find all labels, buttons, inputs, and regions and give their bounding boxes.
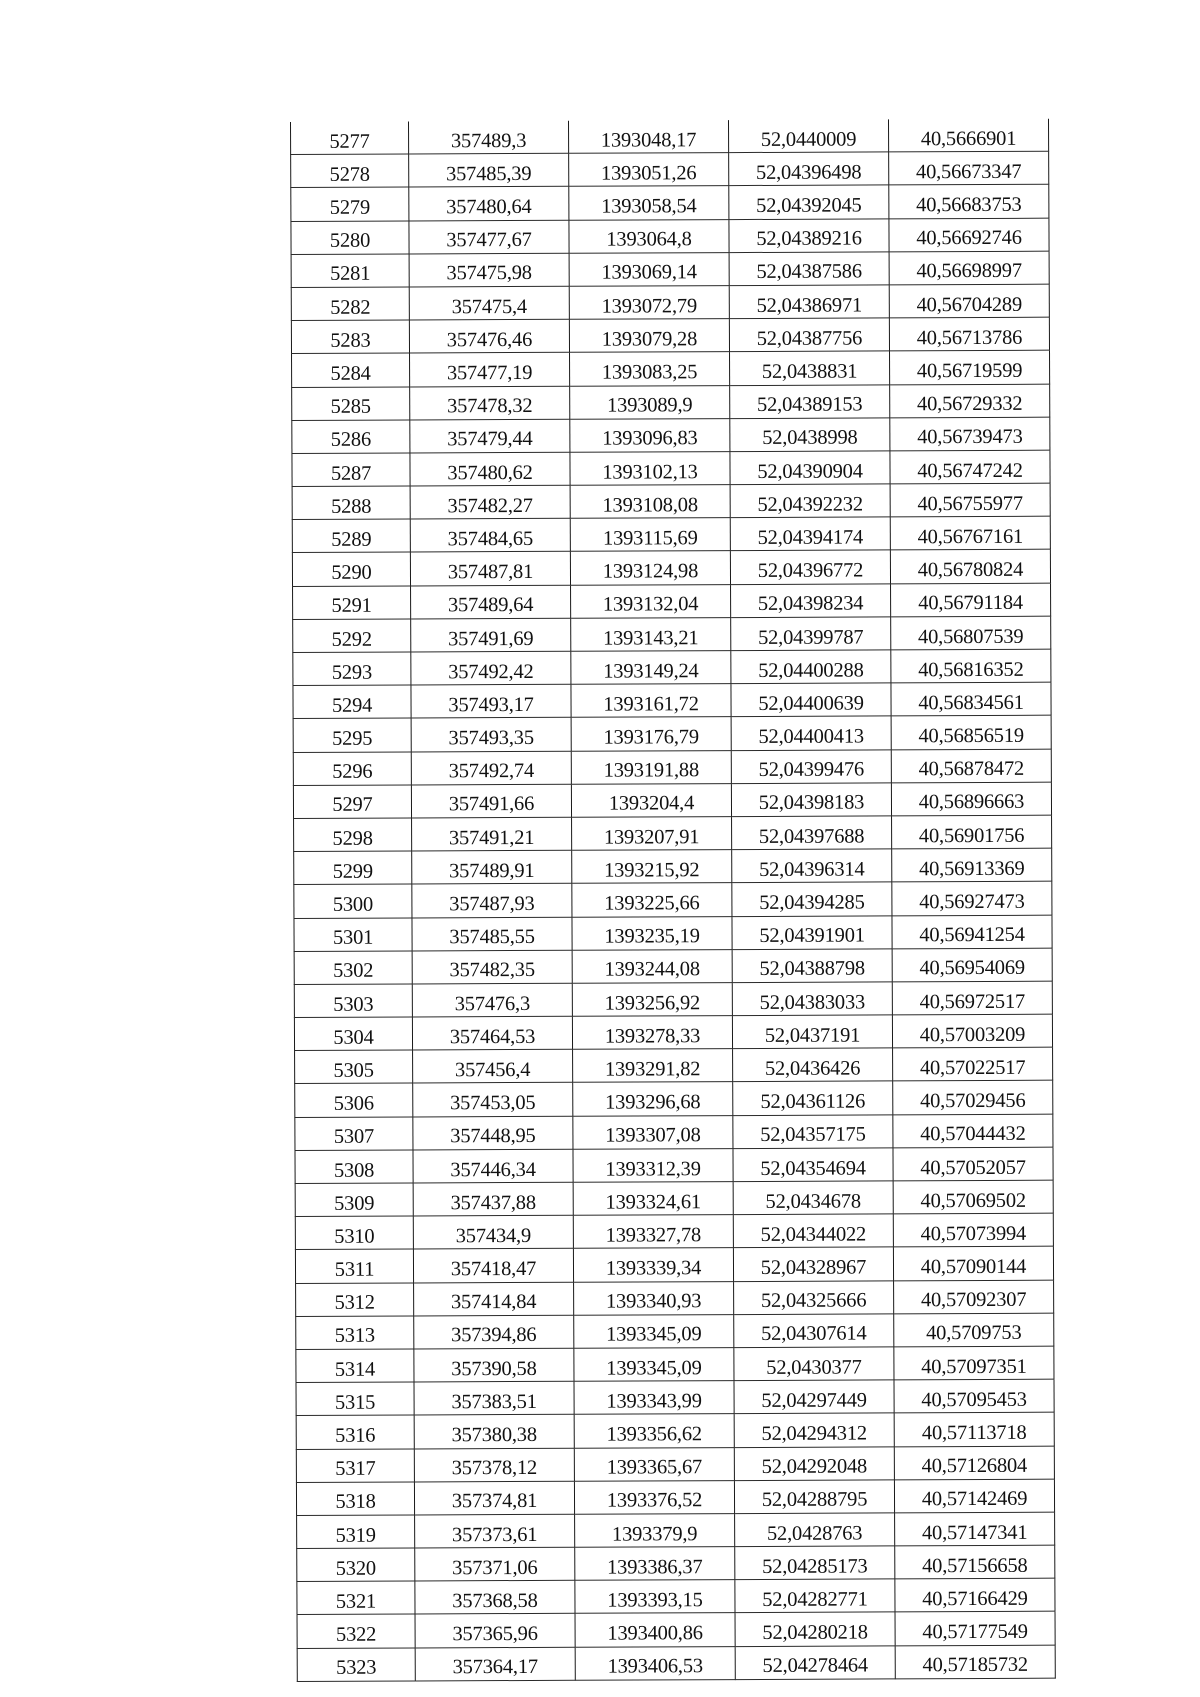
table-row bbox=[296, 1379, 1054, 1415]
y-coordinate-cell: 1393291,82 bbox=[573, 1049, 733, 1083]
y-coordinate-cell: 1393324,61 bbox=[573, 1182, 733, 1216]
table-row bbox=[291, 151, 1049, 187]
longitude-cell: 40,57185732 bbox=[895, 1645, 1055, 1679]
x-coordinate-cell: 357478,32 bbox=[410, 386, 570, 420]
coordinates-table-body bbox=[291, 119, 1056, 1682]
latitude-cell: 52,04278464 bbox=[735, 1645, 895, 1679]
x-coordinate-cell: 357365,96 bbox=[415, 1614, 575, 1648]
x-coordinate-cell: 357480,62 bbox=[410, 452, 570, 486]
x-coordinate-cell: 357491,66 bbox=[411, 784, 571, 818]
point-number-cell: 5301 bbox=[294, 917, 412, 951]
x-coordinate-cell: 357487,81 bbox=[410, 552, 570, 586]
longitude-cell: 40,56901756 bbox=[892, 815, 1052, 849]
point-number-cell: 5302 bbox=[294, 951, 412, 985]
longitude-cell: 40,57052057 bbox=[893, 1147, 1053, 1181]
x-coordinate-cell: 357482,35 bbox=[412, 950, 572, 984]
y-coordinate-cell: 1393069,14 bbox=[569, 252, 729, 286]
point-number-cell: 5280 bbox=[291, 221, 409, 255]
x-coordinate-cell: 357390,58 bbox=[414, 1348, 574, 1382]
latitude-cell: 52,0440009 bbox=[728, 119, 888, 152]
table-row bbox=[292, 384, 1050, 420]
table-row bbox=[297, 1645, 1055, 1681]
latitude-cell: 52,04288795 bbox=[734, 1480, 894, 1514]
x-coordinate-cell: 357493,17 bbox=[411, 684, 571, 718]
table-row bbox=[295, 1114, 1053, 1150]
point-number-cell: 5278 bbox=[291, 154, 409, 188]
latitude-cell: 52,04294312 bbox=[734, 1413, 894, 1447]
point-number-cell: 5293 bbox=[293, 652, 411, 686]
point-number-cell: 5312 bbox=[296, 1283, 414, 1317]
latitude-cell: 52,04285173 bbox=[735, 1546, 895, 1580]
longitude-cell: 40,56692746 bbox=[889, 218, 1049, 252]
y-coordinate-cell: 1393312,39 bbox=[573, 1148, 733, 1182]
table-row bbox=[295, 1147, 1053, 1183]
x-coordinate-cell: 357371,06 bbox=[415, 1547, 575, 1581]
table-row bbox=[294, 915, 1052, 951]
x-coordinate-cell: 357476,46 bbox=[409, 319, 569, 353]
latitude-cell: 52,04396314 bbox=[732, 849, 892, 883]
x-coordinate-cell: 357374,81 bbox=[414, 1481, 574, 1515]
y-coordinate-cell: 1393072,79 bbox=[569, 286, 729, 320]
table-row bbox=[295, 1047, 1053, 1083]
y-coordinate-cell: 1393256,92 bbox=[572, 982, 732, 1016]
point-number-cell: 5308 bbox=[295, 1150, 413, 1184]
table-row bbox=[292, 450, 1050, 486]
x-coordinate-cell: 357394,86 bbox=[414, 1315, 574, 1349]
latitude-cell: 52,04383033 bbox=[732, 982, 892, 1016]
point-number-cell: 5300 bbox=[294, 884, 412, 918]
table-row bbox=[295, 1180, 1053, 1216]
point-number-cell: 5298 bbox=[294, 818, 412, 852]
point-number-cell: 5296 bbox=[293, 752, 411, 786]
latitude-cell: 52,04400413 bbox=[731, 716, 891, 750]
table-row bbox=[295, 1247, 1053, 1283]
x-coordinate-cell: 357434,9 bbox=[413, 1215, 573, 1249]
table-row bbox=[295, 1081, 1053, 1117]
point-number-cell: 5307 bbox=[295, 1117, 413, 1151]
table-row bbox=[291, 185, 1049, 221]
x-coordinate-cell: 357491,69 bbox=[411, 618, 571, 652]
latitude-cell: 52,04354694 bbox=[733, 1148, 893, 1182]
latitude-cell: 52,04390904 bbox=[730, 451, 890, 485]
latitude-cell: 52,04357175 bbox=[733, 1115, 893, 1149]
point-number-cell: 5320 bbox=[297, 1548, 415, 1582]
y-coordinate-cell: 1393340,93 bbox=[574, 1281, 734, 1315]
longitude-cell: 40,57113718 bbox=[894, 1412, 1054, 1446]
point-number-cell: 5311 bbox=[295, 1249, 413, 1283]
longitude-cell: 40,56747242 bbox=[890, 450, 1050, 484]
longitude-cell: 40,57003209 bbox=[892, 1014, 1052, 1048]
latitude-cell: 52,04297449 bbox=[734, 1380, 894, 1414]
y-coordinate-cell: 1393207,91 bbox=[572, 817, 732, 851]
y-coordinate-cell: 1393343,99 bbox=[574, 1381, 734, 1415]
x-coordinate-cell: 357477,67 bbox=[409, 220, 569, 254]
table-row bbox=[292, 483, 1050, 519]
latitude-cell: 52,04328967 bbox=[733, 1247, 893, 1281]
y-coordinate-cell: 1393406,53 bbox=[575, 1646, 735, 1680]
longitude-cell: 40,5666901 bbox=[888, 119, 1048, 152]
point-number-cell: 5292 bbox=[293, 619, 411, 653]
longitude-cell: 40,57022517 bbox=[893, 1047, 1053, 1081]
longitude-cell: 40,56954069 bbox=[892, 948, 1052, 982]
latitude-cell: 52,04392232 bbox=[730, 484, 890, 518]
y-coordinate-cell: 1393365,67 bbox=[574, 1447, 734, 1481]
y-coordinate-cell: 1393327,78 bbox=[573, 1215, 733, 1249]
x-coordinate-cell: 357418,47 bbox=[413, 1249, 573, 1283]
point-number-cell: 5315 bbox=[296, 1382, 414, 1416]
table-row bbox=[293, 749, 1051, 785]
y-coordinate-cell: 1393115,69 bbox=[570, 518, 730, 552]
longitude-cell: 40,56856519 bbox=[891, 716, 1051, 750]
y-coordinate-cell: 1393244,08 bbox=[572, 949, 732, 983]
longitude-cell: 40,56739473 bbox=[890, 417, 1050, 451]
x-coordinate-cell: 357476,3 bbox=[412, 983, 572, 1017]
x-coordinate-cell: 357446,34 bbox=[413, 1149, 573, 1183]
longitude-cell: 40,56941254 bbox=[892, 915, 1052, 949]
latitude-cell: 52,04387756 bbox=[729, 318, 889, 352]
y-coordinate-cell: 1393307,08 bbox=[573, 1115, 733, 1149]
point-number-cell: 5304 bbox=[294, 1017, 412, 1051]
latitude-cell: 52,04325666 bbox=[734, 1280, 894, 1314]
longitude-cell: 40,57069502 bbox=[893, 1180, 1053, 1214]
y-coordinate-cell: 1393296,68 bbox=[573, 1082, 733, 1116]
table-row bbox=[291, 317, 1049, 353]
y-coordinate-cell: 1393079,28 bbox=[569, 319, 729, 353]
longitude-cell: 40,57156658 bbox=[895, 1545, 1055, 1579]
y-coordinate-cell: 1393191,88 bbox=[571, 750, 731, 784]
x-coordinate-cell: 357477,19 bbox=[410, 353, 570, 387]
latitude-cell: 52,04361126 bbox=[733, 1081, 893, 1115]
latitude-cell: 52,04392045 bbox=[729, 185, 889, 219]
table-row bbox=[293, 583, 1051, 619]
longitude-cell: 40,56896663 bbox=[891, 782, 1051, 816]
longitude-cell: 40,57177549 bbox=[895, 1612, 1055, 1646]
y-coordinate-cell: 1393379,9 bbox=[575, 1513, 735, 1547]
x-coordinate-cell: 357485,39 bbox=[409, 153, 569, 187]
point-number-cell: 5316 bbox=[296, 1415, 414, 1449]
table-row bbox=[291, 284, 1049, 320]
point-number-cell: 5281 bbox=[291, 254, 409, 288]
y-coordinate-cell: 1393204,4 bbox=[571, 783, 731, 817]
point-number-cell: 5277 bbox=[291, 121, 409, 154]
latitude-cell: 52,04386971 bbox=[729, 285, 889, 319]
table-row bbox=[294, 848, 1052, 884]
y-coordinate-cell: 1393339,34 bbox=[573, 1248, 733, 1282]
point-number-cell: 5290 bbox=[292, 552, 410, 586]
x-coordinate-cell: 357484,65 bbox=[410, 519, 570, 553]
longitude-cell: 40,56927473 bbox=[892, 881, 1052, 915]
x-coordinate-cell: 357489,3 bbox=[408, 121, 568, 154]
latitude-cell: 52,04400288 bbox=[731, 650, 891, 684]
x-coordinate-cell: 357480,64 bbox=[409, 187, 569, 221]
table-row bbox=[296, 1412, 1054, 1448]
latitude-cell: 52,04396498 bbox=[729, 152, 889, 186]
point-number-cell: 5279 bbox=[291, 187, 409, 221]
longitude-cell: 40,57073994 bbox=[893, 1213, 1053, 1247]
point-number-cell: 5305 bbox=[295, 1050, 413, 1084]
latitude-cell: 52,04388798 bbox=[732, 949, 892, 983]
latitude-cell: 52,0438998 bbox=[730, 418, 890, 452]
point-number-cell: 5323 bbox=[297, 1648, 415, 1682]
longitude-cell: 40,57092307 bbox=[894, 1280, 1054, 1314]
point-number-cell: 5295 bbox=[293, 718, 411, 752]
longitude-cell: 40,56683753 bbox=[889, 185, 1049, 219]
latitude-cell: 52,04389153 bbox=[730, 384, 890, 418]
point-number-cell: 5303 bbox=[294, 984, 412, 1018]
x-coordinate-cell: 357380,38 bbox=[414, 1415, 574, 1449]
point-number-cell: 5313 bbox=[296, 1316, 414, 1350]
longitude-cell: 40,57097351 bbox=[894, 1346, 1054, 1380]
latitude-cell: 52,04397688 bbox=[732, 816, 892, 850]
y-coordinate-cell: 1393393,15 bbox=[575, 1580, 735, 1614]
table-row bbox=[296, 1446, 1054, 1482]
x-coordinate-cell: 357475,98 bbox=[409, 253, 569, 287]
longitude-cell: 40,56729332 bbox=[890, 384, 1050, 418]
longitude-cell: 40,57166429 bbox=[895, 1578, 1055, 1612]
longitude-cell: 40,57147341 bbox=[895, 1512, 1055, 1546]
y-coordinate-cell: 1393108,08 bbox=[570, 485, 730, 519]
table-row bbox=[297, 1512, 1055, 1548]
table-row bbox=[296, 1346, 1054, 1382]
coordinates-table bbox=[290, 119, 1056, 1682]
y-coordinate-cell: 1393235,19 bbox=[572, 916, 732, 950]
table-row bbox=[294, 815, 1052, 851]
longitude-cell: 40,57029456 bbox=[893, 1081, 1053, 1115]
y-coordinate-cell: 1393225,66 bbox=[572, 883, 732, 917]
table-row bbox=[297, 1545, 1055, 1581]
longitude-cell: 40,56755977 bbox=[890, 483, 1050, 517]
latitude-cell: 52,04389216 bbox=[729, 218, 889, 252]
y-coordinate-cell: 1393058,54 bbox=[569, 186, 729, 220]
point-number-cell: 5286 bbox=[292, 420, 410, 454]
latitude-cell: 52,04394285 bbox=[732, 882, 892, 916]
x-coordinate-cell: 357414,84 bbox=[414, 1282, 574, 1316]
x-coordinate-cell: 357489,64 bbox=[411, 585, 571, 619]
latitude-cell: 52,04307614 bbox=[734, 1314, 894, 1348]
table-row bbox=[295, 1213, 1053, 1249]
longitude-cell: 40,56807539 bbox=[891, 616, 1051, 650]
point-number-cell: 5318 bbox=[296, 1482, 414, 1516]
y-coordinate-cell: 1393278,33 bbox=[572, 1016, 732, 1050]
x-coordinate-cell: 357485,55 bbox=[412, 917, 572, 951]
longitude-cell: 40,56767161 bbox=[890, 516, 1050, 550]
table-row bbox=[293, 616, 1051, 652]
point-number-cell: 5284 bbox=[292, 353, 410, 387]
longitude-cell: 40,57126804 bbox=[894, 1446, 1054, 1480]
x-coordinate-cell: 357489,91 bbox=[412, 850, 572, 884]
point-number-cell: 5289 bbox=[292, 519, 410, 553]
point-number-cell: 5294 bbox=[293, 685, 411, 719]
point-number-cell: 5321 bbox=[297, 1581, 415, 1615]
y-coordinate-cell: 1393176,79 bbox=[571, 717, 731, 751]
x-coordinate-cell: 357475,4 bbox=[409, 286, 569, 320]
longitude-cell: 40,57090144 bbox=[893, 1247, 1053, 1281]
latitude-cell: 52,04398183 bbox=[731, 783, 891, 817]
y-coordinate-cell: 1393400,86 bbox=[575, 1613, 735, 1647]
y-coordinate-cell: 1393143,21 bbox=[571, 617, 731, 651]
longitude-cell: 40,56878472 bbox=[891, 749, 1051, 783]
latitude-cell: 52,0437191 bbox=[732, 1015, 892, 1049]
latitude-cell: 52,04387586 bbox=[729, 252, 889, 286]
point-number-cell: 5291 bbox=[293, 586, 411, 620]
longitude-cell: 40,56972517 bbox=[892, 981, 1052, 1015]
latitude-cell: 52,0436426 bbox=[733, 1048, 893, 1082]
longitude-cell: 40,56913369 bbox=[892, 848, 1052, 882]
y-coordinate-cell: 1393051,26 bbox=[569, 153, 729, 187]
table-row bbox=[291, 251, 1049, 287]
x-coordinate-cell: 357464,53 bbox=[412, 1016, 572, 1050]
y-coordinate-cell: 1393161,72 bbox=[571, 684, 731, 718]
table-row bbox=[292, 516, 1050, 552]
longitude-cell: 40,5709753 bbox=[894, 1313, 1054, 1347]
point-number-cell: 5310 bbox=[295, 1216, 413, 1250]
table-row bbox=[291, 218, 1049, 254]
y-coordinate-cell: 1393089,9 bbox=[570, 385, 730, 419]
latitude-cell: 52,04399476 bbox=[731, 749, 891, 783]
longitude-cell: 40,56780824 bbox=[890, 550, 1050, 584]
table-row bbox=[294, 1014, 1052, 1050]
y-coordinate-cell: 1393064,8 bbox=[569, 219, 729, 253]
table-row bbox=[296, 1280, 1054, 1316]
table-row bbox=[294, 981, 1052, 1017]
table-row bbox=[297, 1578, 1055, 1614]
point-number-cell: 5317 bbox=[296, 1448, 414, 1482]
latitude-cell: 52,04391901 bbox=[732, 915, 892, 949]
y-coordinate-cell: 1393102,13 bbox=[570, 451, 730, 485]
x-coordinate-cell: 357487,93 bbox=[412, 884, 572, 918]
x-coordinate-cell: 357479,44 bbox=[410, 419, 570, 453]
table-row bbox=[292, 351, 1050, 387]
latitude-cell: 52,04396772 bbox=[730, 550, 890, 584]
point-number-cell: 5299 bbox=[294, 851, 412, 885]
point-number-cell: 5282 bbox=[291, 287, 409, 321]
longitude-cell: 40,56704289 bbox=[889, 284, 1049, 318]
point-number-cell: 5322 bbox=[297, 1614, 415, 1648]
x-coordinate-cell: 357453,05 bbox=[413, 1083, 573, 1117]
x-coordinate-cell: 357492,74 bbox=[411, 751, 571, 785]
latitude-cell: 52,04292048 bbox=[734, 1446, 894, 1480]
y-coordinate-cell: 1393132,04 bbox=[571, 584, 731, 618]
x-coordinate-cell: 357373,61 bbox=[415, 1514, 575, 1548]
y-coordinate-cell: 1393345,09 bbox=[574, 1348, 734, 1382]
table-row bbox=[293, 782, 1051, 818]
table-row bbox=[292, 417, 1050, 453]
y-coordinate-cell: 1393356,62 bbox=[574, 1414, 734, 1448]
longitude-cell: 40,56834561 bbox=[891, 682, 1051, 716]
point-number-cell: 5285 bbox=[292, 386, 410, 420]
x-coordinate-cell: 357482,27 bbox=[410, 485, 570, 519]
table-row bbox=[293, 649, 1051, 685]
y-coordinate-cell: 1393083,25 bbox=[570, 352, 730, 386]
y-coordinate-cell: 1393376,52 bbox=[574, 1480, 734, 1514]
point-number-cell: 5287 bbox=[292, 453, 410, 487]
latitude-cell: 52,04344022 bbox=[733, 1214, 893, 1248]
y-coordinate-cell: 1393124,98 bbox=[570, 551, 730, 585]
y-coordinate-cell: 1393149,24 bbox=[571, 651, 731, 685]
table-row bbox=[294, 948, 1052, 984]
latitude-cell: 52,04399787 bbox=[731, 617, 891, 651]
point-number-cell: 5309 bbox=[295, 1183, 413, 1217]
latitude-cell: 52,0428763 bbox=[735, 1513, 895, 1547]
latitude-cell: 52,0430377 bbox=[734, 1347, 894, 1381]
x-coordinate-cell: 357456,4 bbox=[413, 1050, 573, 1084]
point-number-cell: 5283 bbox=[291, 320, 409, 354]
table-row bbox=[296, 1479, 1054, 1515]
point-number-cell: 5319 bbox=[297, 1515, 415, 1549]
y-coordinate-cell: 1393386,37 bbox=[575, 1547, 735, 1581]
latitude-cell: 52,04394174 bbox=[730, 517, 890, 551]
table-row bbox=[293, 682, 1051, 718]
y-coordinate-cell: 1393048,17 bbox=[568, 120, 728, 153]
latitude-cell: 52,0434678 bbox=[733, 1181, 893, 1215]
x-coordinate-cell: 357491,21 bbox=[412, 817, 572, 851]
x-coordinate-cell: 357383,51 bbox=[414, 1381, 574, 1415]
table-row bbox=[297, 1612, 1055, 1648]
longitude-cell: 40,57044432 bbox=[893, 1114, 1053, 1148]
longitude-cell: 40,56719599 bbox=[890, 351, 1050, 385]
x-coordinate-cell: 357437,88 bbox=[413, 1182, 573, 1216]
latitude-cell: 52,0438831 bbox=[730, 351, 890, 385]
point-number-cell: 5314 bbox=[296, 1349, 414, 1383]
x-coordinate-cell: 357448,95 bbox=[413, 1116, 573, 1150]
x-coordinate-cell: 357492,42 bbox=[411, 651, 571, 685]
table-row bbox=[292, 550, 1050, 586]
y-coordinate-cell: 1393345,09 bbox=[574, 1314, 734, 1348]
y-coordinate-cell: 1393215,92 bbox=[572, 850, 732, 884]
x-coordinate-cell: 357368,58 bbox=[415, 1581, 575, 1615]
latitude-cell: 52,04398234 bbox=[731, 584, 891, 618]
longitude-cell: 40,56816352 bbox=[891, 649, 1051, 683]
y-coordinate-cell: 1393096,83 bbox=[570, 418, 730, 452]
latitude-cell: 52,04280218 bbox=[735, 1612, 895, 1646]
x-coordinate-cell: 357493,35 bbox=[411, 718, 571, 752]
longitude-cell: 40,56791184 bbox=[891, 583, 1051, 617]
table-row bbox=[293, 716, 1051, 752]
longitude-cell: 40,57095453 bbox=[894, 1379, 1054, 1413]
x-coordinate-cell: 357364,17 bbox=[415, 1647, 575, 1681]
point-number-cell: 5306 bbox=[295, 1083, 413, 1117]
longitude-cell: 40,57142469 bbox=[894, 1479, 1054, 1513]
point-number-cell: 5288 bbox=[292, 486, 410, 520]
table-row bbox=[291, 119, 1049, 155]
table-row bbox=[294, 881, 1052, 917]
point-number-cell: 5297 bbox=[293, 785, 411, 819]
latitude-cell: 52,04282771 bbox=[735, 1579, 895, 1613]
x-coordinate-cell: 357378,12 bbox=[414, 1448, 574, 1482]
latitude-cell: 52,04400639 bbox=[731, 683, 891, 717]
longitude-cell: 40,56698997 bbox=[889, 251, 1049, 285]
longitude-cell: 40,56713786 bbox=[889, 317, 1049, 351]
longitude-cell: 40,56673347 bbox=[889, 151, 1049, 185]
table-row bbox=[296, 1313, 1054, 1349]
